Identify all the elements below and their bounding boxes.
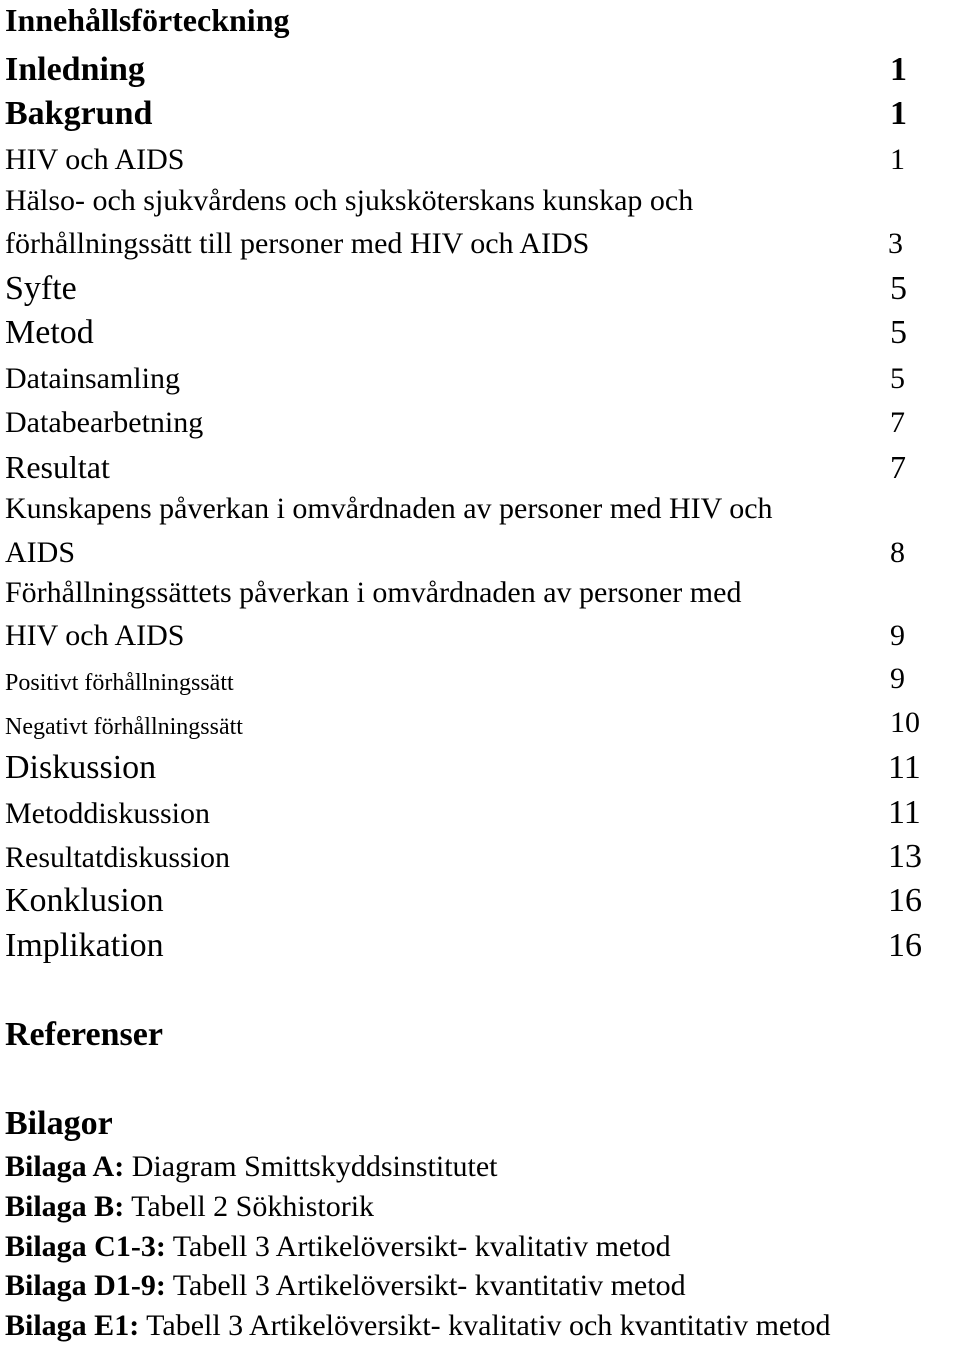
toc-entry-label: Förhållningssättets påverkan i omvårdnaden av personer med bbox=[5, 576, 742, 609]
toc-entry-label: Datainsamling bbox=[5, 362, 180, 395]
appendix-heading: Bilagor bbox=[5, 1105, 113, 1142]
toc-entry-page: 7 bbox=[890, 449, 906, 485]
toc-entry-page: 11 bbox=[888, 794, 921, 831]
appendix-label: Bilaga E1: bbox=[5, 1309, 140, 1342]
toc-entry-label: Metoddiskussion bbox=[5, 797, 211, 830]
appendix-text: Diagram Smittskyddsinstitutet bbox=[124, 1150, 498, 1183]
toc-entry-page: 1 bbox=[890, 51, 907, 88]
appendix-label: Bilaga B: bbox=[5, 1190, 125, 1223]
toc-entry-page: 7 bbox=[890, 406, 905, 439]
appendix-text: Tabell 3 Artikelöversikt- kvalitativ och kvantitativ metod bbox=[139, 1309, 831, 1342]
toc-entry-label: HIV och AIDS bbox=[5, 143, 185, 176]
toc-entry-label: Bakgrund bbox=[5, 95, 153, 132]
toc-entry-page: 8 bbox=[890, 536, 905, 569]
toc-entry-label: Metod bbox=[5, 314, 94, 351]
toc-entry-page: 13 bbox=[888, 838, 922, 875]
appendix-label: Bilaga D1-9: bbox=[5, 1269, 166, 1302]
appendix-text: Tabell 2 Sökhistorik bbox=[124, 1190, 375, 1223]
appendix-item bbox=[5, 1232, 671, 1262]
toc-entry-label: Syfte bbox=[5, 270, 77, 307]
references-heading: Referenser bbox=[5, 1016, 163, 1053]
toc-entry-page: 1 bbox=[890, 143, 905, 176]
toc-entry-label: Konklusion bbox=[5, 882, 164, 919]
toc-entry-label: Kunskapens påverkan i omvårdnaden av personer med HIV och bbox=[5, 492, 773, 525]
toc-entry-label: Implikation bbox=[5, 927, 164, 964]
toc-entry-label: Positivt förhållningssätt bbox=[5, 670, 234, 696]
appendix-item bbox=[5, 1311, 831, 1341]
toc-entry-label: Diskussion bbox=[5, 749, 157, 786]
toc-entry-page: 5 bbox=[890, 314, 907, 351]
toc-entry-page: 11 bbox=[888, 749, 921, 786]
toc-entry-page: 3 bbox=[888, 227, 903, 260]
appendix-text: Tabell 3 Artikelöversikt- kvantitativ metod bbox=[165, 1269, 686, 1302]
appendix-item bbox=[5, 1271, 686, 1301]
appendix-label: Bilaga C1-3: bbox=[5, 1230, 166, 1263]
toc-entry-label-cont: förhållningssätt till personer med HIV och AIDS bbox=[5, 227, 590, 260]
appendix-item bbox=[5, 1152, 498, 1182]
toc-entry-label: Inledning bbox=[5, 51, 145, 88]
toc-entry-label-cont: HIV och AIDS bbox=[5, 619, 185, 652]
toc-entry-page: 10 bbox=[890, 706, 920, 739]
toc-entry-page: 16 bbox=[888, 882, 922, 919]
toc-entry-page: 1 bbox=[890, 95, 907, 132]
appendix-item bbox=[5, 1192, 374, 1222]
toc-entry-page: 16 bbox=[888, 927, 922, 964]
toc-entry-page: 5 bbox=[890, 270, 907, 307]
appendix-label: Bilaga A: bbox=[5, 1150, 125, 1183]
toc-entry-page: 9 bbox=[890, 662, 905, 695]
toc-entry-label: Negativt förhållningssätt bbox=[5, 714, 243, 740]
toc-heading: Innehållsförteckning bbox=[5, 2, 290, 38]
appendix-text: Tabell 3 Artikelöversikt- kvalitativ metod bbox=[165, 1230, 671, 1263]
toc-entry-page: 9 bbox=[890, 619, 905, 652]
toc-entry-label-cont: AIDS bbox=[5, 536, 76, 569]
toc-entry-label: Resultat bbox=[5, 449, 110, 485]
toc-entry-label: Databearbetning bbox=[5, 406, 204, 439]
toc-entry-label: Resultatdiskussion bbox=[5, 841, 231, 874]
toc-entry-label: Hälso- och sjukvårdens och sjuksköterskans kunskap och bbox=[5, 184, 694, 217]
toc-entry-page: 5 bbox=[890, 362, 905, 395]
